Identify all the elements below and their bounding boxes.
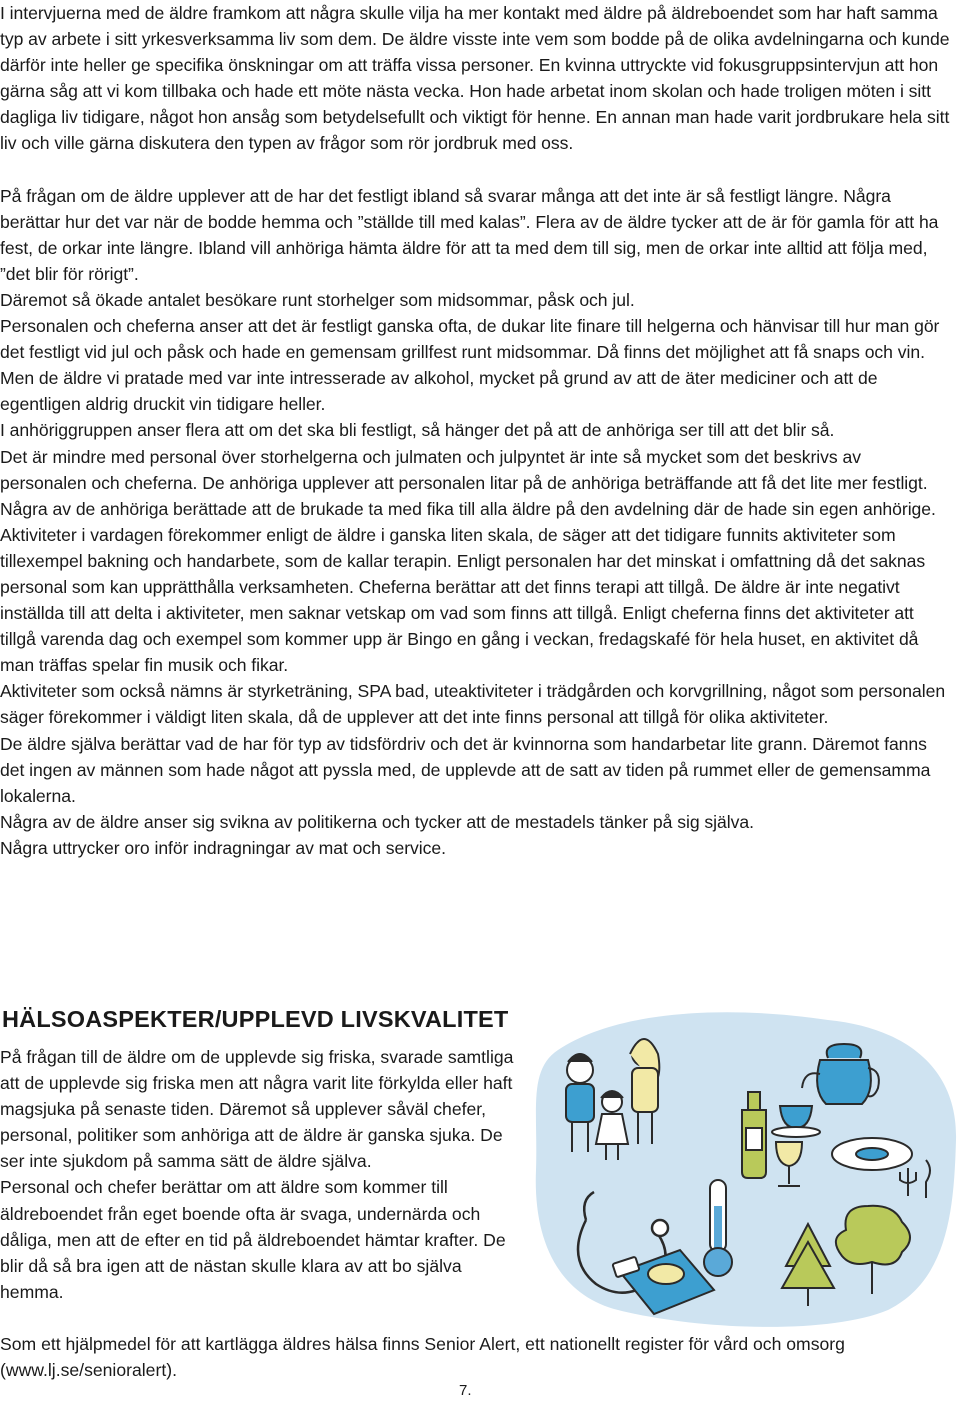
paragraph-aktiviteter: Aktiviteter i vardagen förekommer enligt de äldre i ganska liten skala, de säger att det tidigare funnits aktiviteter som tillexempel bakning och handarbete, som de kallar terapin. Enligt personalen har det minskat i omfattning då det saknas personal som kan upprätthålla verksamheten. Cheferna berättar att det finns terapi att tillgå. De äldre är inte negativt inställda till att delta i aktiviteter, men saknar vetskap om vad som finns att tillgå. Enligt cheferna finns det aktiviteter att tillgå varenda dag och exempel som kommer upp är Bingo en gång i veckan, fredagskafé för hela huset, en aktivitet då man träffas spelar fin musik och fikar. [0,524,926,676]
paragraph-storhelger: Det är mindre med personal över storhelgerna och julmaten och julpyntet är inte så mycket som det beskrivs av personalen och cheferna. De anhöriga upplever att personalen litar på de anhöriga beträffande att få det lite mer festligt. Några av de anhöriga berättade att de brukade ta med fika till alla äldre på den avdelning där de hade sin egen anhörige. [0,446,936,519]
paragraph-tidsfordriv: De äldre själva berättar vad de har för typ av tidsfördriv och det är kvinnorna som handarbetar lite grann. Däremot fanns det ingen av männen som hade något att pyssla med, de upplevde att de satt av tiden på rummet eller de gemensamma lokalerna. [0,733,931,806]
intro-paragraph: I intervjuerna med de äldre framkom att några skulle vilja ha mer kontakt med äldre på äldreboendet som har haft samma typ av arbete i sitt yrkesverksamma liv som dem. De äldre visste inte vem som bodde på de olika avdelningarna och kunde därför inte heller ge specifika önskningar om att träffa vissa personer. En kvinna uttryckte vid fokusgruppsintervjun att hon gärna såg att vi kom tillbaka och hade ett möte nästa vecka. Hon hade arbetat inom skolan och hade troligen möten i sitt dagliga liv tidigare, något hon ansåg som betydelsefullt och viktigt för henne. En annan man hade varit jordbrukare hela sitt liv och ville gärna diskutera den typen av frågor som rör jordbruk med oss. [0,3,950,154]
paragraph-aldreboendet: Personal och chefer berättar om att äldre som kommer till äldreboendet från eget boende ofta är svaga, undernärda och dåliga, men att de efter en tid på äldreboendet hämtar krafter. De blir då så bra igen att de nästan skulle klara av att bo själva hemma. [0,1177,506,1302]
paragraph-anhoriggruppen: I anhöriggruppen anser flera att om det ska bli festligt, så hänger det på att de anhöriga ser till att det blir så. [0,420,835,441]
paragraph-politiker: Några av de äldre anser sig svikna av politikerna och tycker att de mestadels tänker på sig själva. [0,811,754,832]
health-illustration [528,1010,960,1328]
paragraph-aktiviteter-also: Aktiviteter som också nämns är styrketräning, SPA bad, uteaktiviteter i trädgården och korvgrillning, något som personalen säger förekommer i väldigt liten skala, då de upplever att det inte finns personal att tillgå för olika aktiviteter. [0,681,946,728]
page-number: 7. [459,1382,472,1399]
paragraph-senior-alert: Som ett hjälpmedel för att kartlägga äldres hälsa finns Senior Alert, ett nationellt register för vård och omsorg (www.lj.se/senioralert). [0,1334,845,1381]
paragraph-friska: På frågan till de äldre om de upplevde sig friska, svarade samtliga att de upplevde sig friska men att några varit lite förkylda eller haft magsjuka på senaste tiden. Däremot så upplever såväl chefer, personal, politiker som anhöriga att de äldre är ganska sjuka. De ser inte sjukdom på samma sätt de äldre själva. [0,1047,514,1172]
section-heading: HÄLSOASPEKTER/UPPLEVD LIVSKVALITET [2,1006,509,1032]
paragraph-oro: Några uttrycker oro inför indragningar av mat och service. [0,837,446,858]
paragraph-personal-festligt: Personalen och cheferna anser att det är festligt ganska ofta, de dukar lite finare till helgerna och hänvisar till hur man gör det festligt vid jul och påsk och hade en gemensam grillfest runt midsommar. Då finns det möjlighet att få snaps och vin. Men de äldre vi pratade med var inte intresserade av alkohol, mycket på grund av att de äter mediciner och att de egentligen aldrig druckit vin tidigare heller. [0,316,940,415]
health-text [0,1044,520,1305]
paragraph-festligt: På frågan om de äldre upplever att de har det festligt ibland så svarar många att det inte är så festligt längre. Några berättar hur det var när de bodde hemma och ”ställde till med kalas”. Flera av de äldre tycker att de är för gamla för att ha fest, de orkar inte längre. Ibland vill anhöriga hämta äldre för att ta med dem till sig, men de orkar inte alltid att följa med, ”det blir för rörigt”. [0,185,939,284]
paragraph-besokare: Däremot så ökade antalet besökare runt storhelger som midsommar, påsk och jul. [0,289,635,310]
closing-text [0,1331,952,1383]
plate-icon [832,1138,912,1170]
paragraph-gap [0,157,952,183]
